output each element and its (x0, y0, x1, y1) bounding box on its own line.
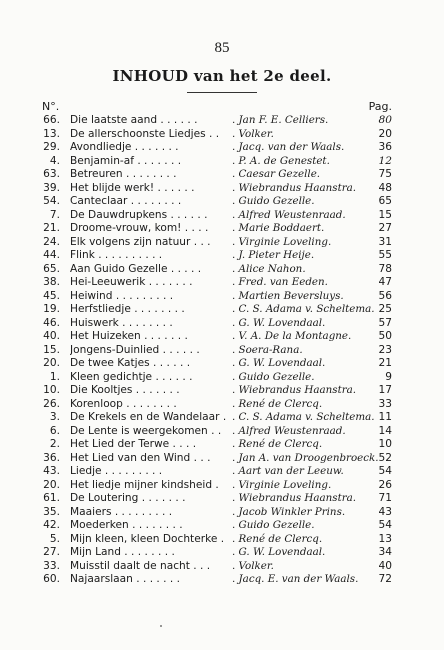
list-item (42, 357, 392, 371)
entry-number: 66. (43, 114, 60, 126)
entry-page: 43 (378, 505, 392, 518)
entry-title: Betreuren . . . . . . . . (70, 168, 177, 180)
entry-title: Hei-Leeuwerik . . . . . . . (70, 276, 193, 288)
entry-title: Elk volgens zijn natuur . . . (70, 235, 211, 248)
entry-number: 39. (43, 181, 60, 194)
entry-author: . G. W. Lovendaal. (232, 316, 326, 329)
entry-title: Canteclaar . . . . . . . . (70, 195, 182, 207)
entry-page: 13 (378, 532, 392, 545)
entry-number: 33. (43, 559, 60, 572)
entry-title: Moederken . . . . . . . . (70, 519, 183, 531)
entry-author: . Wiebrandus Haanstra. (232, 492, 357, 504)
entry-author: . Guido Gezelle. (232, 519, 315, 531)
entry-number: 44. (43, 249, 60, 261)
entry-author: . Volker. (232, 127, 274, 140)
list-item (42, 263, 392, 277)
entry-number: 3. (49, 411, 60, 423)
entry-author: . René de Clercq. (232, 532, 323, 545)
entry-number: 36. (43, 451, 60, 464)
entry-page: 20 (378, 127, 392, 140)
list-item (42, 425, 392, 439)
entry-title: De Krekels en de Wandelaar . (70, 411, 227, 423)
entry-author: . Alice Nahon. (232, 262, 306, 275)
entry-title: Die laatste aand . . . . . . (70, 114, 198, 126)
entry-number: 45. (43, 289, 60, 302)
entry-page: 33 (378, 397, 392, 410)
entry-page: 26 (378, 478, 392, 491)
entry-number: 6. (49, 424, 60, 437)
entry-title: Avondliedje . . . . . . . (70, 141, 179, 153)
entry-title: Korenloop . . . . . . . . (70, 397, 177, 410)
entry-page: 56 (378, 289, 392, 302)
entry-number: 65. (43, 262, 60, 275)
entry-author: . Jacq. van der Waals. (232, 141, 345, 153)
list-item (42, 155, 392, 169)
entry-author: . Wiebrandus Haanstra. (232, 181, 357, 194)
list-item (42, 141, 392, 155)
list-item (42, 114, 392, 128)
entry-number: 40. (43, 330, 60, 342)
entry-author: . Wiebrandus Haanstra. (232, 384, 357, 396)
entry-author: . J. Pieter Heije. (232, 249, 315, 261)
entry-author: . Alfred Weustenraad. (232, 424, 346, 437)
list-item (42, 560, 392, 574)
list-item (42, 290, 392, 304)
entry-number: 20. (43, 478, 60, 491)
entry-author: . Guido Gezelle. (232, 195, 315, 207)
list-item (42, 546, 392, 560)
entry-number: 46. (43, 316, 60, 329)
entry-title: Droome-vrouw, kom! . . . . (70, 222, 209, 234)
list-item (42, 519, 392, 533)
entry-page: 55 (378, 249, 392, 261)
entry-page: 12 (378, 154, 392, 167)
list-item (42, 344, 392, 358)
title-rule (187, 92, 257, 93)
entry-number: 4. (49, 154, 60, 167)
entry-page: 75 (378, 168, 392, 180)
entry-author: . Caesar Gezelle. (232, 168, 321, 180)
entry-author: . Marie Boddaert. (232, 222, 325, 234)
entry-page: 50 (378, 330, 392, 342)
entry-page: 31 (378, 235, 392, 248)
entry-author: . René de Clercq. (232, 397, 323, 410)
list-item (42, 209, 392, 223)
entry-title: De Dauwdrupkens . . . . . . (70, 208, 208, 221)
entry-title: Muisstil daalt de nacht . . . (70, 559, 211, 572)
entry-number: 63. (43, 168, 60, 180)
entry-page: 40 (378, 559, 392, 572)
list-item (42, 317, 392, 331)
entry-page: 72 (378, 573, 392, 585)
entry-author: . Soera-Rana. (232, 343, 303, 356)
entry-page: 52 (378, 451, 392, 464)
entry-page: 36 (378, 141, 392, 153)
entry-author: . Volker. (232, 559, 274, 572)
entry-title: Jongens-Duinlied . . . . . . (70, 343, 200, 356)
list-item (42, 330, 392, 344)
entry-title: Heiwind . . . . . . . . . (70, 289, 174, 302)
entry-number: 13. (43, 127, 60, 140)
page-number: 85 (214, 40, 230, 56)
entry-number: 20. (43, 357, 60, 369)
list-item (42, 222, 392, 236)
entry-title: Najaarslaan . . . . . . . (70, 573, 181, 585)
entry-title: De Loutering . . . . . . . (70, 492, 186, 504)
entry-title: Aan Guido Gezelle . . . . . (70, 262, 202, 275)
entry-number: 61. (43, 492, 60, 504)
entry-title: Mijn Land . . . . . . . . (70, 546, 175, 558)
entry-number: 26. (43, 397, 60, 410)
entry-author: . Jan A. van Droogenbroeck. (232, 451, 379, 464)
number-column-label: N°. (42, 100, 60, 113)
entry-title: Liedje . . . . . . . . . (70, 465, 163, 477)
list-item (42, 479, 392, 493)
entry-number: 54. (43, 195, 60, 207)
entry-page: 17 (378, 384, 392, 396)
entry-number: 38. (43, 276, 60, 288)
entry-page: 48 (378, 181, 392, 194)
entry-author: . C. S. Adama v. Scheltema. (232, 411, 375, 423)
entry-title: Herfstliedje . . . . . . . . (70, 303, 185, 315)
entry-title: De twee Katjes . . . . . . (70, 357, 191, 369)
entry-title: Het Lied van den Wind . . . (70, 451, 211, 464)
entry-page: 71 (378, 492, 392, 504)
list-item (42, 438, 392, 452)
entry-page: 21 (378, 357, 392, 369)
list-item (42, 452, 392, 466)
entry-page: 10 (378, 438, 392, 450)
entry-page: 80 (378, 114, 392, 126)
entry-title: Mijn kleen, kleen Dochterke . (70, 532, 225, 545)
entry-author: . Virginie Loveling. (232, 235, 332, 248)
entry-page: 14 (378, 424, 392, 437)
entry-number: 1. (49, 370, 60, 383)
entry-number: 2. (49, 438, 60, 450)
entry-title: Het Huizeken . . . . . . . (70, 330, 188, 342)
entry-page: 57 (378, 316, 392, 329)
entry-page: 34 (378, 546, 392, 558)
entry-number: 21. (43, 222, 60, 234)
entry-author: . Aart van der Leeuw. (232, 465, 344, 477)
contents-list (42, 114, 392, 587)
entry-number: 5. (49, 532, 60, 545)
list-item (42, 371, 392, 385)
list-item (42, 236, 392, 250)
entry-page: 25 (378, 303, 392, 315)
list-item (42, 384, 392, 398)
entry-number: 35. (43, 505, 60, 518)
entry-author: . G. W. Lovendaal. (232, 357, 326, 369)
entry-title: De Lente is weergekomen . . (70, 424, 222, 437)
entry-page: 78 (378, 262, 392, 275)
entry-page: 65 (378, 195, 392, 207)
entry-page: 15 (378, 208, 392, 221)
entry-title: Flink . . . . . . . . . . (70, 249, 163, 261)
entry-page: 11 (378, 411, 392, 423)
entry-number: 60. (43, 573, 60, 585)
page-title: INHOUD van het 2e deel. (112, 67, 332, 85)
entry-author: . P. A. de Genestet. (232, 154, 330, 167)
entry-author: . Guido Gezelle. (232, 370, 315, 383)
entry-author: . Jacob Winkler Prins. (232, 505, 346, 518)
list-item (42, 573, 392, 587)
entry-page: 47 (378, 276, 392, 288)
entry-author: . René de Clercq. (232, 438, 323, 450)
list-item (42, 182, 392, 196)
entry-number: 24. (43, 235, 60, 248)
entry-title: Het liedje mijner kindsheid . (70, 478, 219, 491)
entry-number: 10. (43, 384, 60, 396)
entry-page: 23 (378, 343, 392, 356)
list-item (42, 492, 392, 506)
entry-number: 19. (43, 303, 60, 315)
entry-author: . Jacq. E. van der Waals. (232, 573, 359, 585)
list-item (42, 168, 392, 182)
list-item (42, 465, 392, 479)
list-item (42, 398, 392, 412)
entry-author: . Fred. van Eeden. (232, 276, 328, 288)
list-item (42, 506, 392, 520)
entry-number: 42. (43, 519, 60, 531)
entry-title: Maaiers . . . . . . . . . (70, 505, 173, 518)
entry-author: . Martien Beversluys. (232, 289, 344, 302)
entry-author: . V. A. De la Montagne. (232, 330, 352, 342)
entry-page: 54 (378, 519, 392, 531)
column-header (42, 100, 392, 113)
list-item (42, 276, 392, 290)
list-item (42, 411, 392, 425)
entry-author: . Alfred Weustenraad. (232, 208, 346, 221)
entry-number: 29. (43, 141, 60, 153)
entry-title: Kleen gedichtje . . . . . . (70, 370, 193, 383)
list-item (42, 195, 392, 209)
entry-author: . G. W. Lovendaal. (232, 546, 326, 558)
entry-page: 54 (378, 465, 392, 477)
entry-number: 43. (43, 465, 60, 477)
entry-number: 7. (49, 208, 60, 221)
entry-author: . Virginie Loveling. (232, 478, 332, 491)
entry-page: 9 (385, 370, 392, 383)
list-item (42, 303, 392, 317)
entry-title: Het blijde werk! . . . . . . (70, 181, 195, 194)
list-item (42, 249, 392, 263)
entry-title: Het Lied der Terwe . . . . (70, 438, 197, 450)
entry-title: Benjamin-af . . . . . . . (70, 154, 182, 167)
entry-title: Huiswerk . . . . . . . . (70, 316, 173, 329)
entry-title: Die Kooltjes . . . . . . . (70, 384, 180, 396)
page-column-label: Pag. (368, 100, 392, 113)
list-item (42, 533, 392, 547)
entry-number: 27. (43, 546, 60, 558)
footer-mark (160, 625, 162, 627)
entry-author: . C. S. Adama v. Scheltema. (232, 303, 375, 315)
entry-title: De allerschoonste Liedjes . . (70, 127, 220, 140)
entry-page: 27 (378, 222, 392, 234)
entry-number: 15. (43, 343, 60, 356)
entry-author: . Jan F. E. Celliers. (232, 114, 329, 126)
list-item (42, 128, 392, 142)
